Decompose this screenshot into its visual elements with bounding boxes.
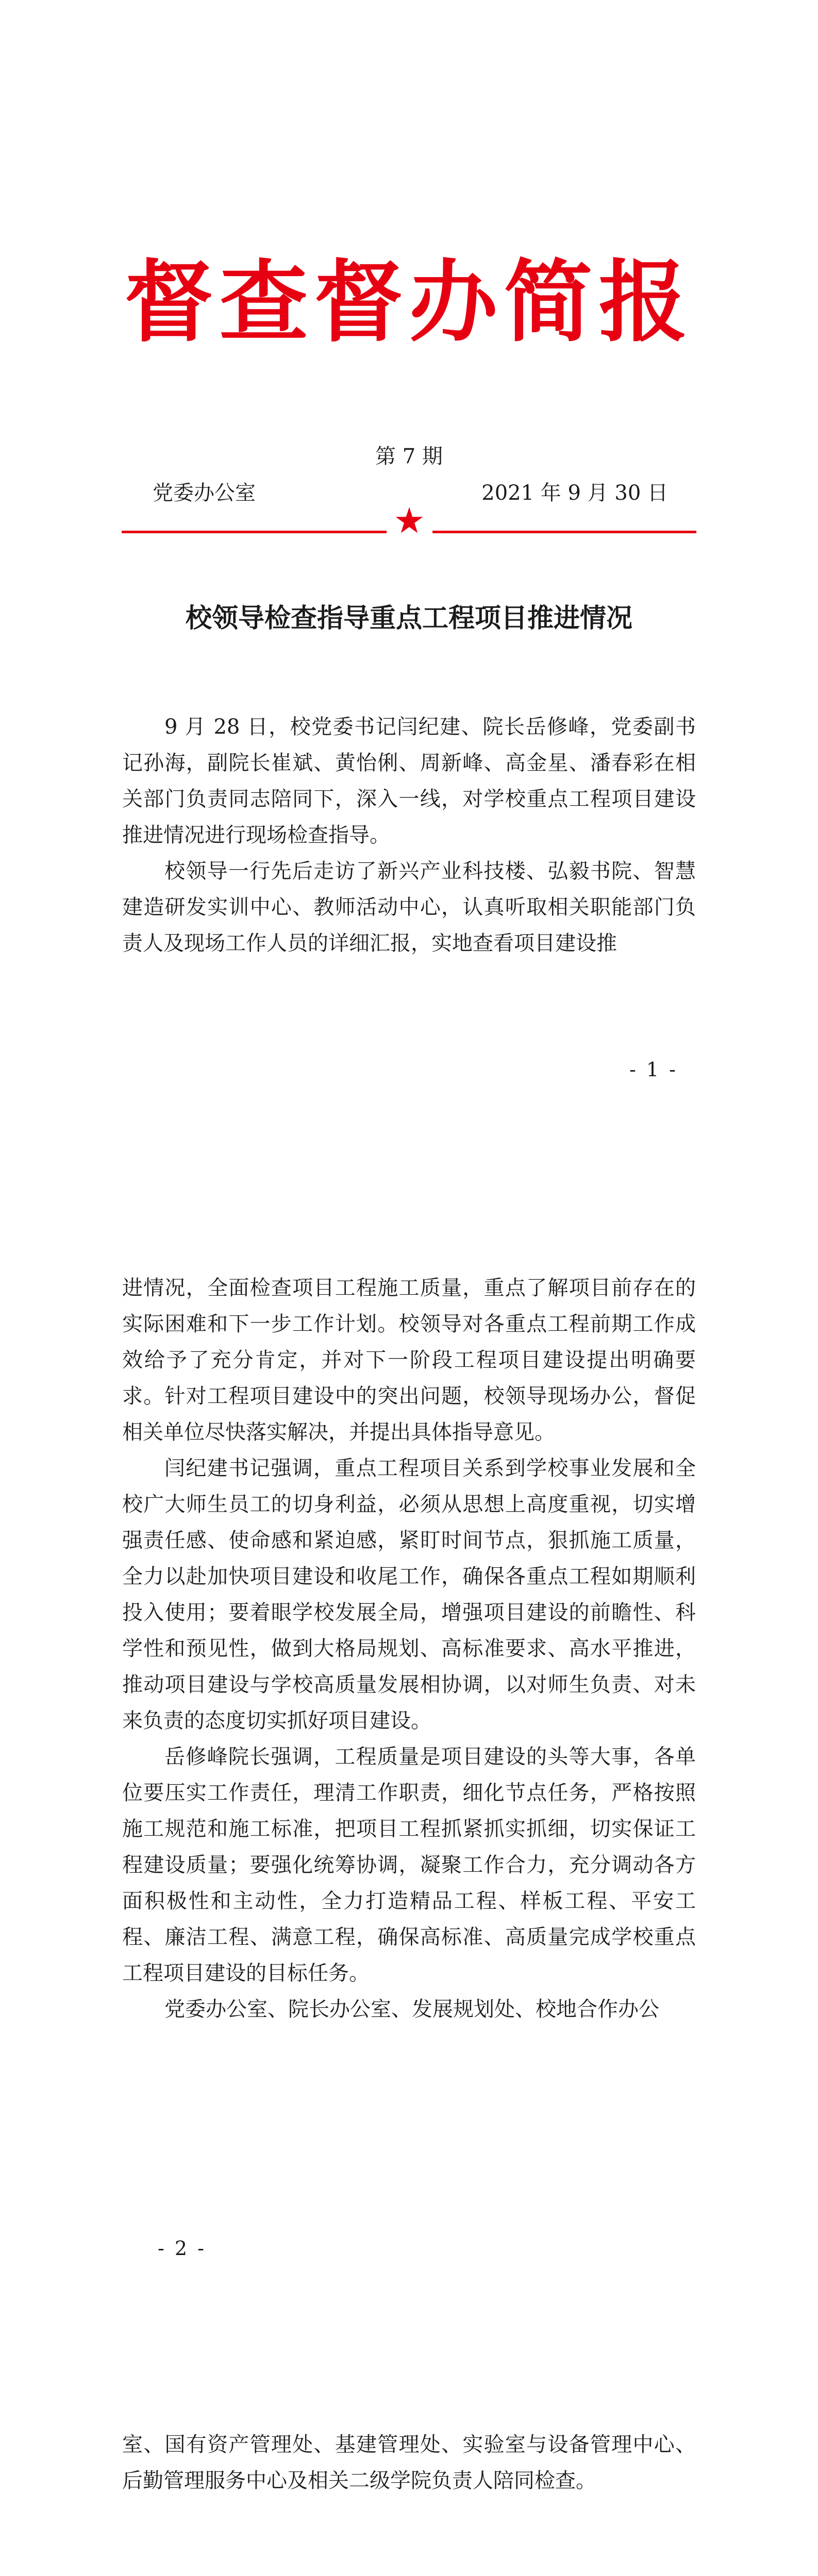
body-text [122,709,696,961]
paragraph: 党委办公室、院长办公室、发展规划处、校地合作办公 [164,1997,659,2021]
issue-date: 2021 年 9 月 30 日 [481,481,668,505]
paragraph: 闫纪建书记强调，重点工程项目关系到学校事业发展和全校广大师生员工的切身利益，必须从思想上高度重视，切实增强责任感、使命感和紧迫感，紧盯时间节点，狠抓施工质量，全力以赴加快项目建设和收尾工作，确保各重点工程如期顺利投入使用；要着眼学校发展全局，增强项目建设的前瞻性、科学性和预见性，做到大格局规划、高标准要求、高水平推进，推动项目建设与学校高质量发展相协调，以对师生负责、对未来负责的态度切实抓好项目建设。 [122,1456,696,1733]
issuing-office: 党委办公室 [153,481,256,505]
page-number: - 2 - [158,2237,207,2260]
page-2 [0,1157,818,2313]
page-number: - 1 - [629,1058,678,1081]
paragraph: 岳修峰院长强调，工程质量是项目建设的头等大事，各单位要压实工作责任，理清工作职责，细化节点任务，严格按照施工规范和施工标准，把项目工程抓紧抓实抓细，切实保证工程建设质量；要强化统筹协调，凝聚工作合力，充分调动各方面积极性和主动性，全力打造精品工程、样板工程、平安工程、廉洁工程、满意工程，确保高标准、高质量完成学校重点工程项目建设的目标任务。 [122,1745,696,1985]
five-point-star-icon [395,506,424,535]
paragraph: 室、国有资产管理处、基建管理处、实验室与设备管理中心、后勤管理服务中心及相关二级学院负责人陪同检查。 [122,2433,696,2493]
body-text [122,2427,696,2499]
paragraph: 9 月 28 日，校党委书记闫纪建、院长岳修峰，党委副书记孙海，副院长崔斌、黄怡俐、周新峰、高金星、潘春彩在相关部门负责同志陪同下，深入一线，对学校重点工程项目建设推进情况进行现场检查指导。 [122,715,696,847]
red-divider-right [432,531,696,533]
issue-number: 第 7 期 [375,445,443,468]
page-3 [0,2313,818,2576]
red-divider-left [122,531,387,533]
masthead-title: 督查督办简报 [124,249,694,354]
article-title: 校领导检查指导重点工程项目推进情况 [185,603,632,634]
page-1 [0,0,818,1157]
body-text [122,1270,696,2027]
paragraph: 校领导一行先后走访了新兴产业科技楼、弘毅书院、智慧建造研发实训中心、教师活动中心，认真听取相关职能部门负责人及现场工作人员的详细汇报，实地查看项目建设推 [122,859,696,955]
paragraph: 进情况，全面检查项目工程施工质量，重点了解项目前存在的实际困难和下一步工作计划。校领导对各重点工程前期工作成效给予了充分肯定，并对下一阶段工程项目建设提出明确要求。针对工程项目建设中的突出问题，校领导现场办公，督促相关单位尽快落实解决，并提出具体指导意见。 [122,1276,696,1444]
